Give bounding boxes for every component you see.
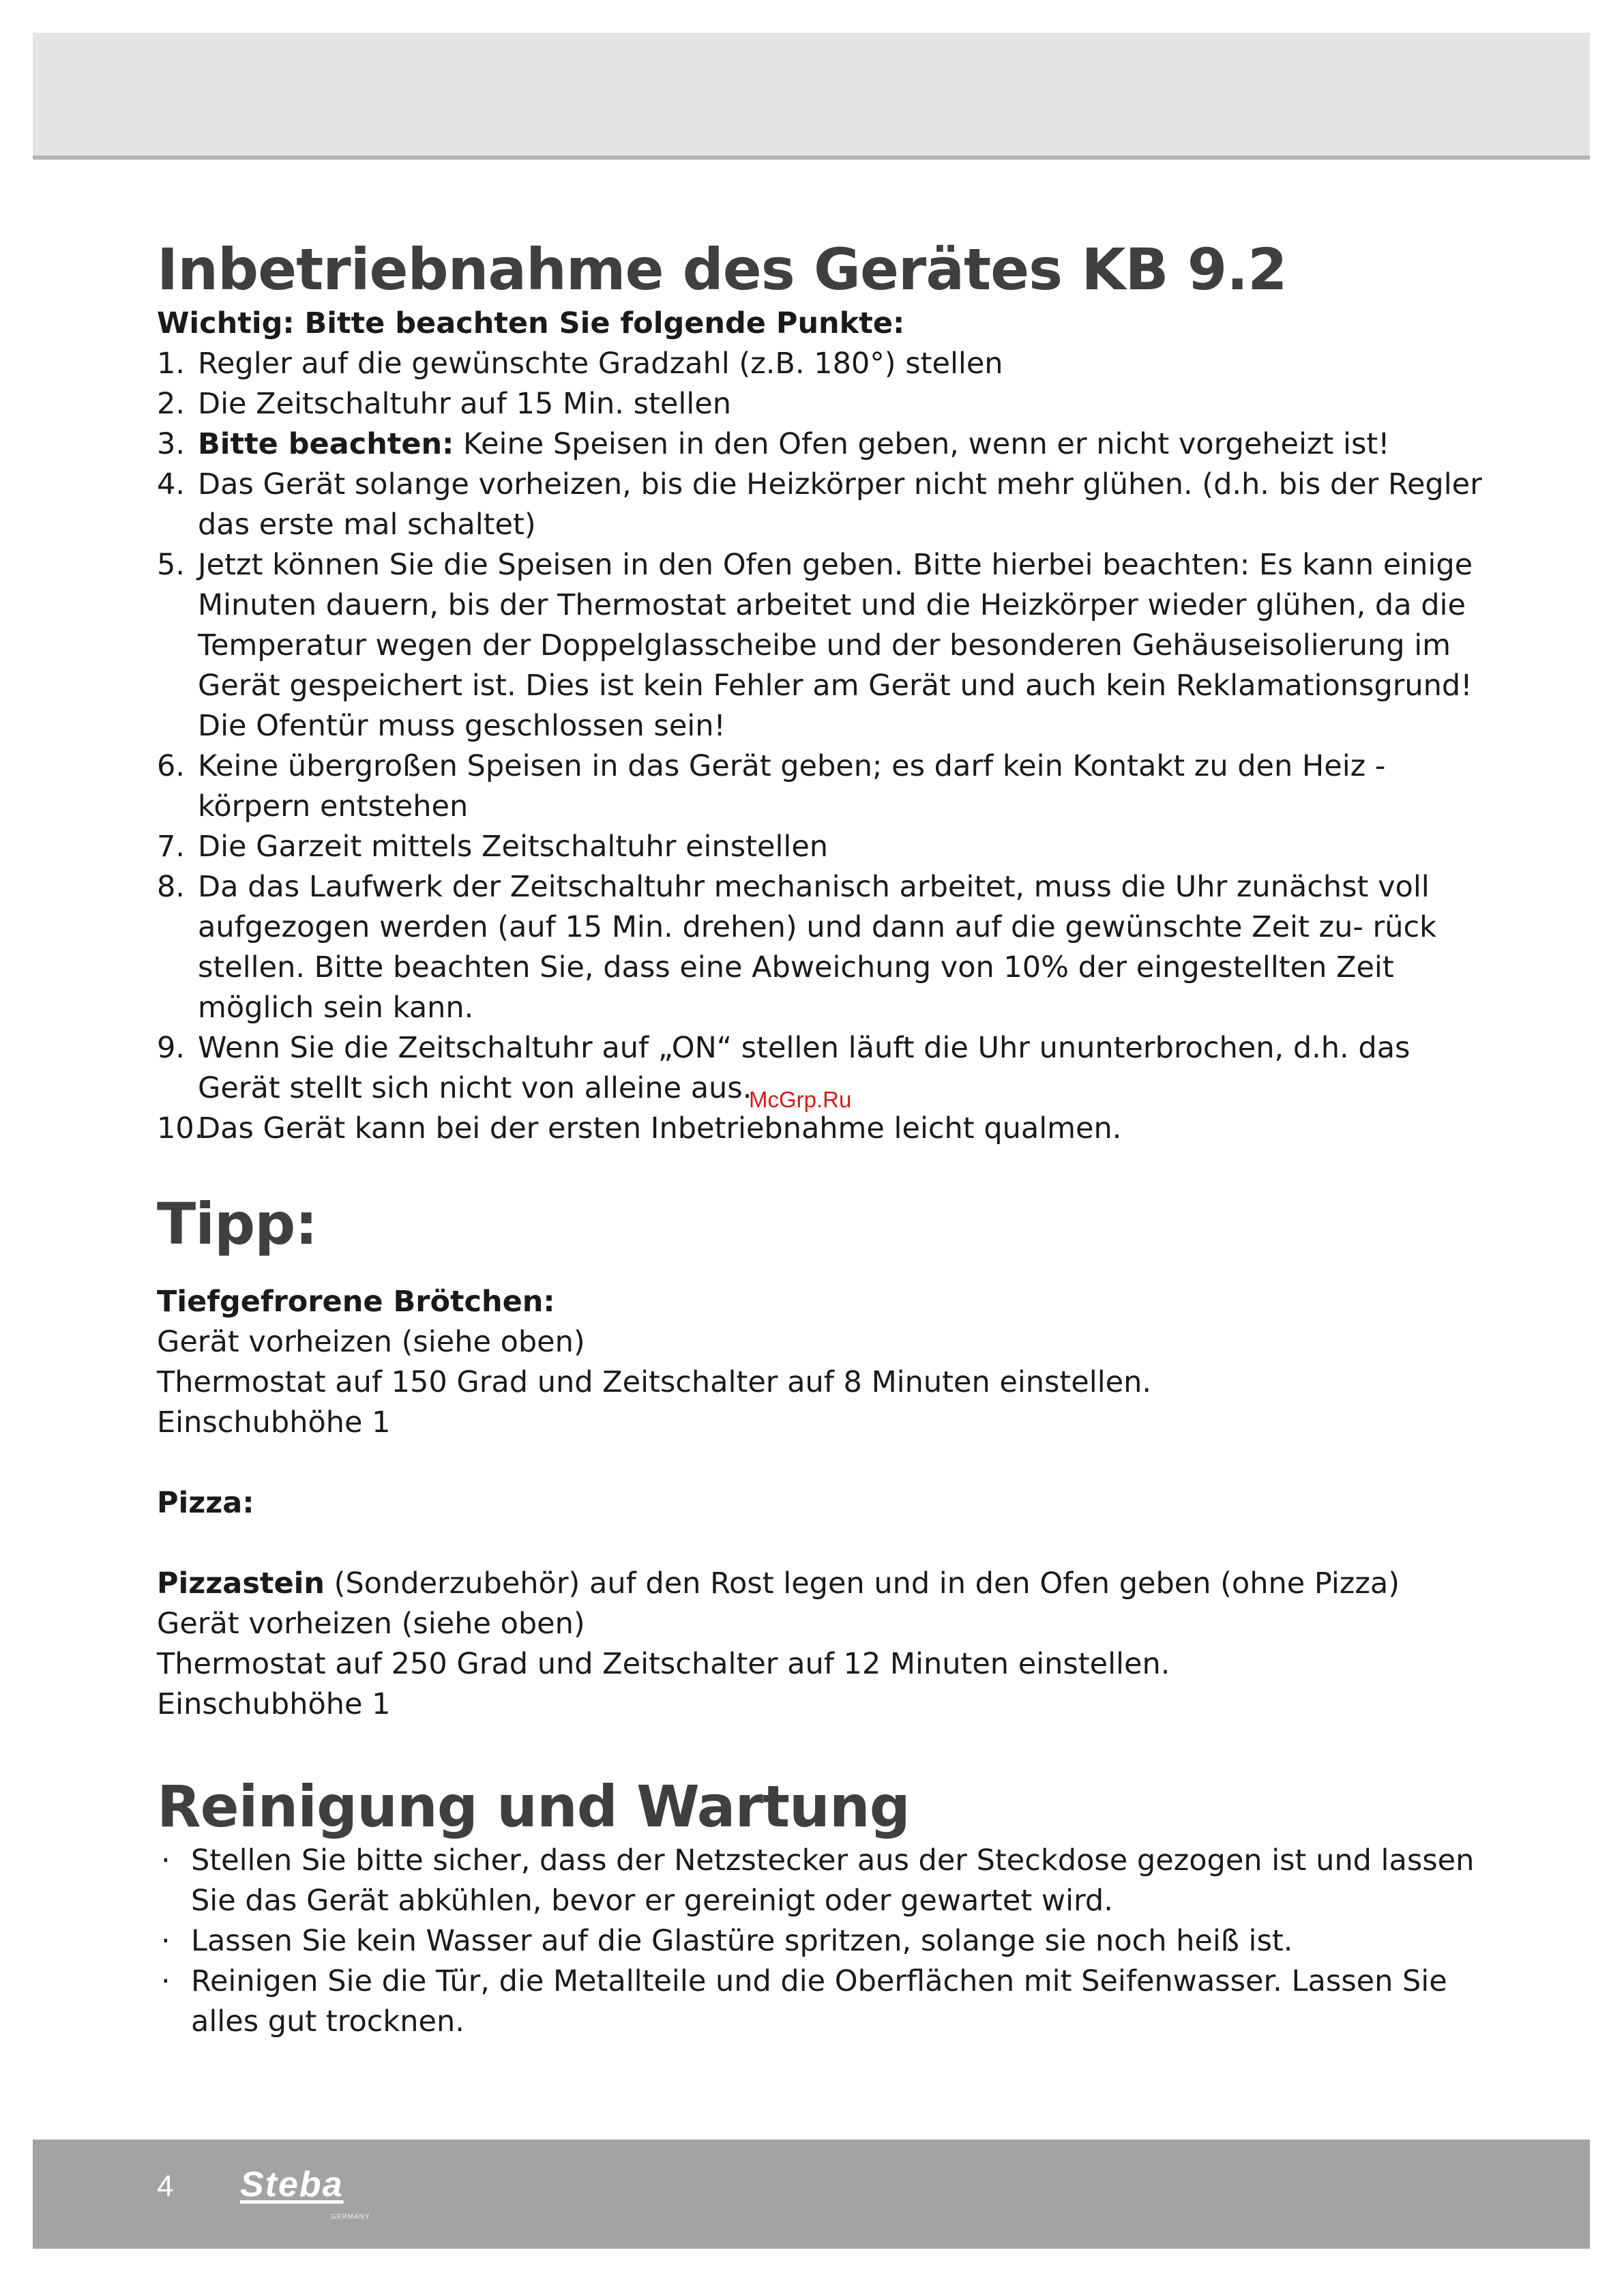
list-item: 3. Bitte beachten: Keine Speisen in den Ofen geben, wenn er nicht vorgeheizt ist! <box>157 427 1390 461</box>
pizza-line: Thermostat auf 250 Grad und Zeitschalter auf 12 Minuten einstellen. <box>157 1647 1170 1681</box>
pizza-line: Einschubhöhe 1 <box>157 1687 391 1721</box>
startup-steps <box>157 344 1487 1149</box>
header-band <box>33 33 1590 160</box>
list-item: 8. Da das Laufwerk der Zeitschaltuhr mechanisch arbeitet, muss die Uhr zunächst voll aufgezogen werden (auf 15 Min. drehen) und dann auf die gewünschte Zeit zu- rück stellen. Bitte beachten Sie, dass eine Abweichung von 10% der eingestellten Zeit möglich sein kann. <box>157 870 1436 1025</box>
steba-logo: Steba <box>240 2165 344 2204</box>
list-item: 4. Das Gerät solange vorheizen, bis die Heizkörper nicht mehr glühen. (d.h. bis der Regler das erste mal schaltet) <box>157 467 1482 542</box>
list-item: 1. Regler auf die gewünschte Gradzahl (z.B. 180°) stellen <box>157 347 1003 381</box>
cleaning-section <box>157 1841 1487 2042</box>
tip-section <box>157 1282 1487 1725</box>
watermark: McGrp.Ru <box>749 1087 852 1112</box>
startup-section <box>157 304 1487 1149</box>
list-item: 9. Wenn Sie die Zeitschaltuhr auf „ON“ stellen läuft die Uhr ununterbrochen, d.h. das Gerät stellt sich nicht von alleine aus. <box>157 1031 1411 1105</box>
rolls-line: Gerät vorheizen (siehe oben) <box>157 1325 585 1359</box>
pizza-heading: Pizza: <box>157 1486 254 1520</box>
list-item: · Stellen Sie bitte sicher, dass der Netzstecker aus der Steckdose gezogen ist und lassen Sie das Gerät abkühlen, bevor er gereinigt oder gewartet wird. <box>161 1843 1475 1918</box>
rolls-line: Einschubhöhe 1 <box>157 1405 391 1440</box>
page-number: 4 <box>157 2170 174 2203</box>
list-item: 2. Die Zeitschaltuhr auf 15 Min. stellen <box>157 387 731 421</box>
cleaning-title: Reinigung und Wartung <box>157 1773 910 1840</box>
list-item: 5. Jetzt können Sie die Speisen in den Ofen geben. Bitte hierbei beachten: Es kann einige Minuten dauern, bis der Thermostat arbeitet und die Heizkörper wieder glühen, da die Temperatur wegen der Doppelglasscheibe und der besonderen Gehäuseisolierung im Gerät gespeichert ist. Dies ist kein Fehler am Gerät und auch kein Reklamationsgrund! Die Ofentür muss geschlossen sein! <box>157 548 1473 743</box>
list-item: 6. Keine übergroßen Speisen in das Gerät geben; es darf kein Kontakt zu den Heiz - körpern entstehen <box>157 749 1386 823</box>
startup-title: Inbetriebnahme des Gerätes KB 9.2 <box>157 236 1287 303</box>
list-item: · Reinigen Sie die Tür, die Metallteile und die Oberflächen mit Seifenwasser. Lassen Sie alles gut trocknen. <box>161 1964 1447 2039</box>
pizza-line: Gerät vorheizen (siehe oben) <box>157 1607 585 1641</box>
list-item: 7. Die Garzeit mittels Zeitschaltuhr einstellen <box>157 830 829 864</box>
list-item: · Lassen Sie kein Wasser auf die Glastüre spritzen, solange sie noch heiß ist. <box>161 1924 1293 1958</box>
tip-title: Tipp: <box>157 1191 317 1257</box>
page-content <box>157 235 1487 2042</box>
steba-logo-subtitle: GERMANY <box>331 2213 370 2221</box>
pizza-stone-line: Pizzastein (Sonderzubehör) auf den Rost legen und in den Ofen geben (ohne Pizza) <box>157 1566 1400 1601</box>
cleaning-list <box>157 1841 1487 2042</box>
rolls-heading: Tiefgefrorene Brötchen: <box>157 1285 555 1319</box>
important-note: Wichtig: Bitte beachten Sie folgende Punkte: <box>157 306 905 340</box>
list-item: 10. Das Gerät kann bei der ersten Inbetriebnahme leicht qualmen. <box>157 1111 1122 1146</box>
rolls-line: Thermostat auf 150 Grad und Zeitschalter auf 8 Minuten einstellen. <box>157 1365 1152 1399</box>
